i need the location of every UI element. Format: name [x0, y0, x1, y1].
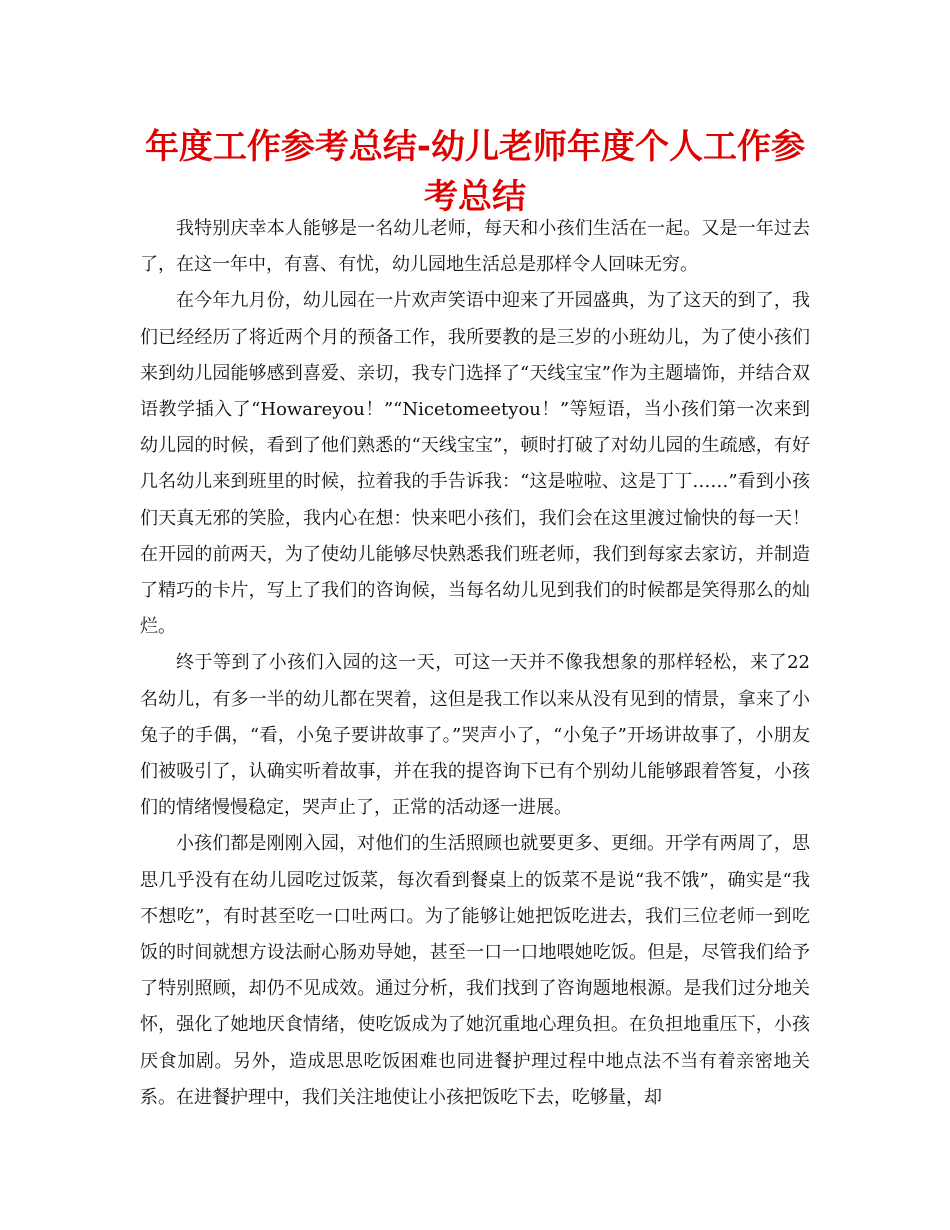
paragraph: 我特别庆幸本人能够是一名幼儿老师，每天和小孩们生活在一起。又是一年过去了，在这一年中，有喜、有忧，幼儿园地生活总是那样令人回味无穷。 [140, 218, 810, 276]
paragraph: 在今年九月份，幼儿园在一片欢声笑语中迎来了开园盛典，为了这天的到了，我们已经经历了将近两个月的预备工作，我所要教的是三岁的小班幼儿，为了使小孩们来到幼儿园能够感到喜爱、亲切，我专门选择了“天线宝宝”作为主题墙饰，并结合双语教学插入了“Howareyou！”“Nicetomeetyou！”等短语，当小孩们第一次来到幼儿园的时候，看到了他们熟悉的“天线宝宝”，顿时打破了对幼儿园的生疏感，有好几名幼儿来到班里的时候，拉着我的手告诉我：“这是啦啦、这是丁丁……”看到小孩们天真无邪的笑脸，我内心在想：快来吧小孩们，我们会在这里渡过愉快的每一天！在开园的前两天，为了使幼儿能够尽快熟悉我们班老师，我们到每家去家访，并制造了精巧的卡片，写上了我们的咨询候，当每名幼儿见到我们的时候都是笑得那么的灿烂。 [140, 290, 810, 638]
document-title: 年度工作参考总结-幼儿老师年度个人工作参考总结 [144, 127, 806, 217]
document-body [140, 211, 810, 1116]
paragraph: 终于等到了小孩们入园的这一天，可这一天并不像我想象的那样轻松，来了22名幼儿，有多一半的幼儿都在哭着，这但是我工作以来从没有见到的情景，拿来了小兔子的手偶，“看，小兔子要讲故事了。”哭声小了，“小兔子”开场讲故事了，小朋友们被吸引了，认确实听着故事，并在我的提咨询下已有个别幼儿能够跟着答复，小孩们的情绪慢慢稳定，哭声止了，正常的活动逐一进展。 [140, 652, 810, 819]
paragraph: 小孩们都是刚刚入园，对他们的生活照顾也就要更多、更细。开学有两周了，思思几乎没有在幼儿园吃过饭菜，每次看到餐桌上的饭菜不是说“我不饿”，确实是“我不想吃”，有时甚至吃一口吐两口。为了能够让她把饭吃进去，我们三位老师一到吃饭的时间就想方设法耐心肠劝导她，甚至一口一口地喂她吃饭。但是，尽管我们给予了特别照顾，却仍不见成效。通过分析，我们找到了咨询题地根源。是我们过分地关怀，强化了她地厌食情绪，使吃饭成为了她沉重地心理负担。在负担地重压下，小孩厌食加剧。另外，造成思思吃饭困难也同进餐护理过程中地点法不当有着亲密地关系。在进餐护理中，我们关注地使让小孩把饭吃下去，吃够量，却 [140, 833, 810, 1108]
